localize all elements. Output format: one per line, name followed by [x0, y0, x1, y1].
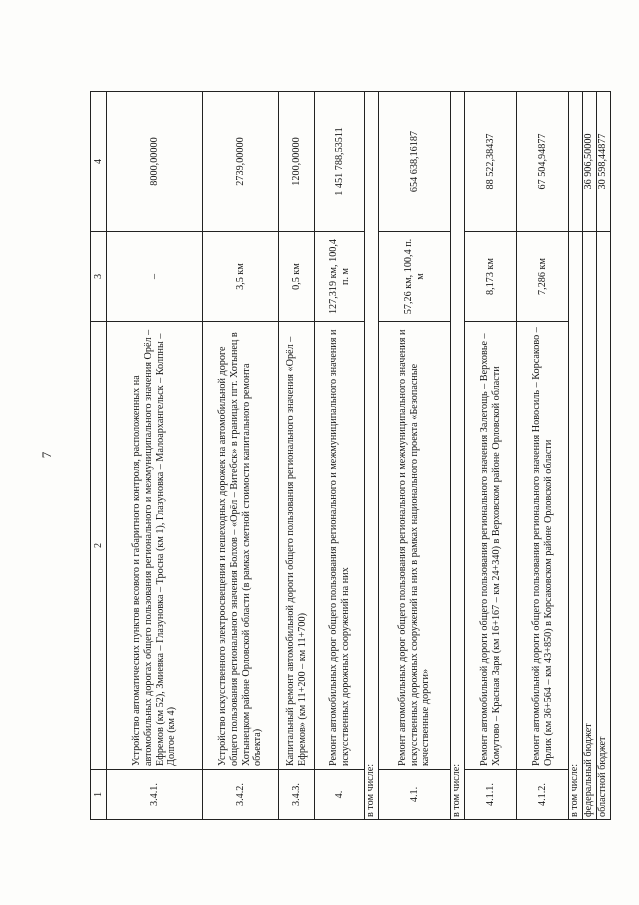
row-description: Ремонт автомобильных дорог общего пользования регионального и межмуниципального значения и искусственных дорожных сооружений на них в рамках национального проекта «Безопасные качественные дороги» — [379, 322, 451, 770]
row-description: Ремонт автомобильной дороги общего пользования регионального значения Залегощь – Верховье – Хомутово – Красная Заря (км 16+167 – км 24+340) в Верховском районе Орловской области — [465, 322, 517, 770]
table-row — [465, 92, 517, 820]
budget-amount — [569, 92, 583, 232]
header-col-1: 1 — [91, 770, 107, 820]
budget-amount: 36 906,50000 — [583, 92, 597, 232]
table-row — [315, 92, 365, 820]
row-number: 4.1.1. — [465, 770, 517, 820]
page-number: 7 — [39, 451, 54, 459]
row-amount: 67 504,94877 — [517, 92, 569, 232]
subheading-row — [451, 92, 465, 820]
subheading-label: в том числе: — [365, 92, 379, 820]
budget-label: в том числе: — [569, 232, 583, 820]
row-number: 3.4.1. — [107, 770, 203, 820]
table-area — [90, 92, 609, 820]
budget-table — [90, 91, 611, 820]
row-unit: 3,5 км — [203, 232, 279, 322]
table-row — [279, 92, 315, 820]
header-col-3: 3 — [91, 232, 107, 322]
row-unit: 0,5 км — [279, 232, 315, 322]
header-row — [91, 92, 107, 820]
row-description: Устройство искусственного электроосвещения и пешеходных дорожек на автомобильной дороге общего пользования регионального значения Болхов – «Орёл – Витебск» в границах пгт. Хотынец в Хотынецком районе Орловской области (в рамках сметной стоимости капитального ремонта объекта) — [203, 322, 279, 770]
header-col-2: 2 — [91, 322, 107, 770]
row-amount: 2739,00000 — [203, 92, 279, 232]
budget-label: областной бюджет — [597, 232, 611, 820]
row-number: 3.4.3. — [279, 770, 315, 820]
table-row — [379, 92, 451, 820]
row-unit: – — [107, 232, 203, 322]
row-number: 4. — [315, 770, 365, 820]
header-col-4: 4 — [91, 92, 107, 232]
row-description: Ремонт автомобильной дороги общего пользования регионального значения Новосиль – Корсаково – Орлик (км 36+564 – км 43+850) в Корсаковском районе Орловской области — [517, 322, 569, 770]
table-row — [517, 92, 569, 820]
budget-row — [583, 92, 597, 820]
row-description: Ремонт автомобильных дорог общего пользования регионального и межмуниципального значения и искусственных дорожных сооружений на них — [315, 322, 365, 770]
row-number: 3.4.2. — [203, 770, 279, 820]
row-amount: 654 638,16187 — [379, 92, 451, 232]
row-unit: 8,173 км — [465, 232, 517, 322]
row-unit: 57,26 км, 100,4 п. м — [379, 232, 451, 322]
row-amount: 8000,00000 — [107, 92, 203, 232]
row-description: Устройство автоматических пунктов весового и габаритного контроля, расположенных на автомобильных дорогах общего пользования регионального и межмуниципального значения Орёл – Ефремов (км 52), Змиевка – Глазуновка – Тросна (км 1), Глазуновка – Малоархангельск – Колпны – Долгое (км 4) — [107, 322, 203, 770]
table-row — [107, 92, 203, 820]
subheading-row — [365, 92, 379, 820]
table-row — [203, 92, 279, 820]
row-amount: 1 451 788,53511 — [315, 92, 365, 232]
budget-label: федеральный бюджет — [583, 232, 597, 820]
row-unit: 7,286 км — [517, 232, 569, 322]
row-description: Капитальный ремонт автомобильной дороги общего пользования регионального значения «Орёл – Ефремов» (км 11+200 – км 11+700) — [279, 322, 315, 770]
budget-row — [597, 92, 611, 820]
row-number: 4.1.2. — [517, 770, 569, 820]
row-number: 4.1. — [379, 770, 451, 820]
subheading-label: в том числе: — [451, 92, 465, 820]
budget-row — [569, 92, 583, 820]
row-amount: 88 522,38437 — [465, 92, 517, 232]
budget-amount: 30 598,44877 — [597, 92, 611, 232]
rotated-table-container — [90, 92, 609, 820]
row-amount: 1200,00000 — [279, 92, 315, 232]
row-unit: 127,319 км, 100,4 п. м — [315, 232, 365, 322]
